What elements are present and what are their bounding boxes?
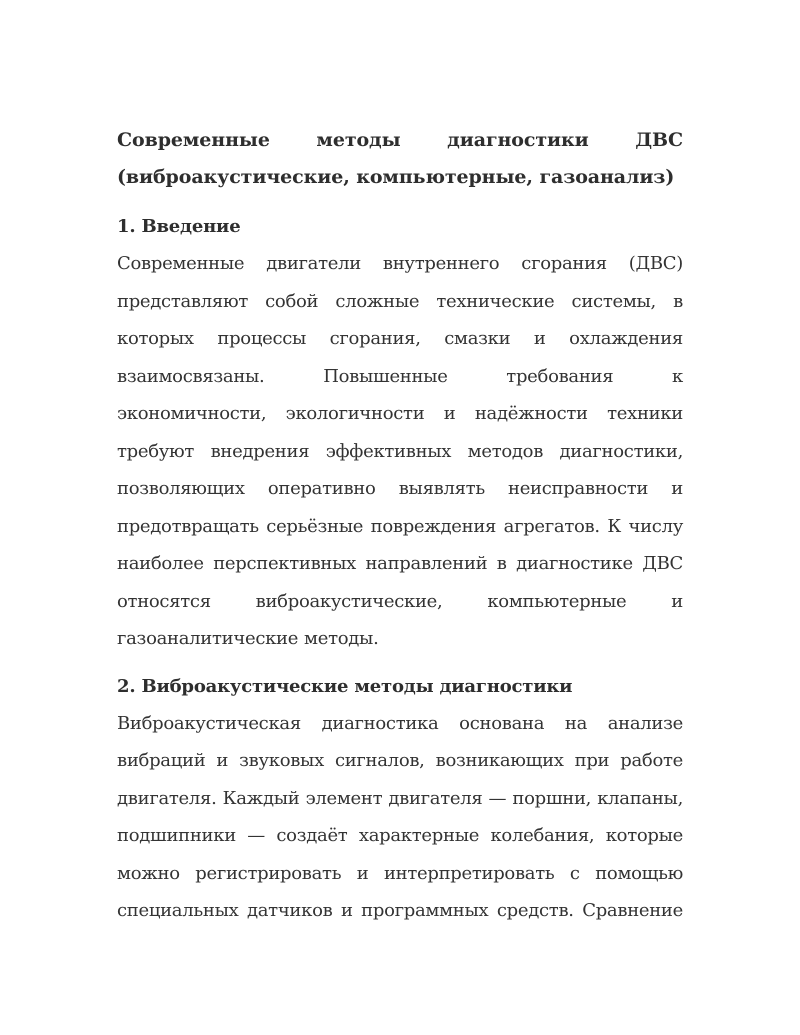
paragraph-line: Современные двигатели внутреннего сгорания (ДВС) bbox=[117, 253, 683, 274]
section-paragraph bbox=[117, 245, 683, 658]
document-page bbox=[117, 122, 683, 930]
paragraph-line: можно регистрировать и интерпретировать с помощью bbox=[117, 862, 683, 884]
paragraph-line: экономичности, экологичности и надёжности техники bbox=[117, 403, 683, 424]
paragraph-line: двигателя. Каждый элемент двигателя — поршни, клапаны, bbox=[117, 787, 683, 809]
paragraph-line: позволяющих оперативно выявлять неисправности и bbox=[117, 478, 683, 499]
section-introduction bbox=[117, 208, 683, 658]
paragraph-line: вибраций и звуковых сигналов, возникающих при работе bbox=[117, 750, 683, 771]
section-vibroacoustic bbox=[117, 668, 683, 930]
paragraph-line: представляют собой сложные технические системы, в bbox=[117, 290, 683, 312]
paragraph-line: требуют внедрения эффективных методов диагностики, bbox=[117, 440, 683, 462]
paragraph-line: газоаналитические методы. bbox=[117, 628, 379, 649]
title-line: (виброакустические, компьютерные, газоанализ) bbox=[117, 166, 675, 188]
paragraph-line: которых процессы сгорания, смазки и охлаждения bbox=[117, 328, 683, 349]
paragraph-line: Виброакустическая диагностика основана на анализе bbox=[117, 712, 683, 734]
section-paragraph bbox=[117, 705, 683, 930]
paragraph-line: подшипники — создаёт характерные колебания, которые bbox=[117, 825, 683, 846]
paragraph-line: специальных датчиков и программных средств. Сравнение bbox=[117, 900, 683, 921]
paragraph-line: предотвращать серьёзные повреждения агрегатов. К числу bbox=[117, 515, 683, 537]
document-title bbox=[117, 122, 683, 196]
section-heading: 2. Виброакустические методы диагностики bbox=[117, 675, 573, 697]
paragraph-line: относятся виброакустические, компьютерные и bbox=[117, 590, 683, 612]
paragraph-line: наиболее перспективных направлений в диагностике ДВС bbox=[117, 553, 683, 574]
paragraph-line: взаимосвязаны. Повышенные требования к bbox=[117, 365, 683, 387]
section-heading: 1. Введение bbox=[117, 216, 241, 237]
title-line: Современные методы диагностики ДВС bbox=[117, 129, 683, 151]
